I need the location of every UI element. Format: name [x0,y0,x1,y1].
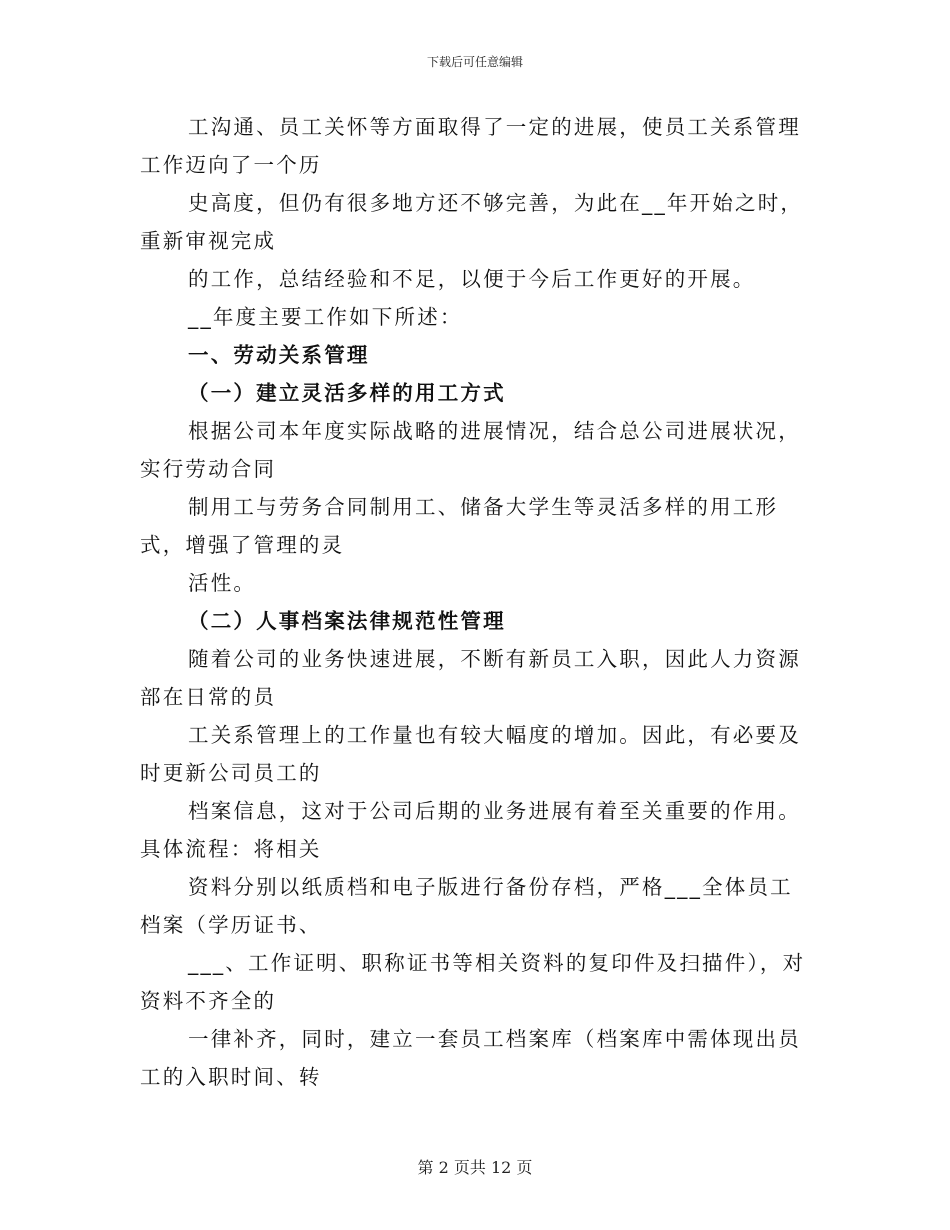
page-number: 第 2 页共 12 页 [417,1158,533,1177]
paragraph: 档案信息，这对于公司后期的业务进展有着至关重要的作用。具体流程：将相关 [140,799,801,861]
paragraph: 的工作，总结经验和不足，以便于今后工作更好的开展。 [188,267,756,291]
document-body [140,108,810,1096]
paragraph: 随着公司的业务快速进展，不断有新员工入职，因此人力资源部在日常的员 [140,647,801,709]
paragraph: 活性。 [188,571,257,595]
paragraph: 史高度，但仍有很多地方还不够完善，为此在__年开始之时，重新审视完成 [140,191,804,253]
header-note: 下载后可任意编辑 [426,55,523,69]
paragraph: 根据公司本年度实际战略的进展情况，结合总公司进展状况，实行劳动合同 [140,419,801,481]
paragraph: __年度主要工作如下所述： [188,305,463,329]
paragraph: 工沟通、员工关怀等方面取得了一定的进展，使员工关系管理工作迈向了一个历 [140,115,801,177]
paragraph: ___、工作证明、职称证书等相关资料的复印件及扫描件），对资料不齐全的 [140,951,806,1013]
paragraph: 制用工与劳务合同制用工、储备大学生等灵活多样的用工形式，增强了管理的灵 [140,495,779,557]
section-heading: 一、劳动关系管理 [188,343,370,367]
subsection-heading: （二）人事档案法律规范性管理 [188,609,506,633]
paragraph: 工关系管理上的工作量也有较大幅度的增加。因此，有必要及时更新公司员工的 [140,723,801,785]
subsection-heading: （一）建立灵活多样的用工方式 [188,381,506,405]
paragraph: 一律补齐，同时，建立一套员工档案库（档案库中需体现出员工的入职时间、转 [140,1027,801,1089]
paragraph: 资料分别以纸质档和电子版进行备份存档，严格___全体员工档案（学历证书、 [140,875,793,937]
